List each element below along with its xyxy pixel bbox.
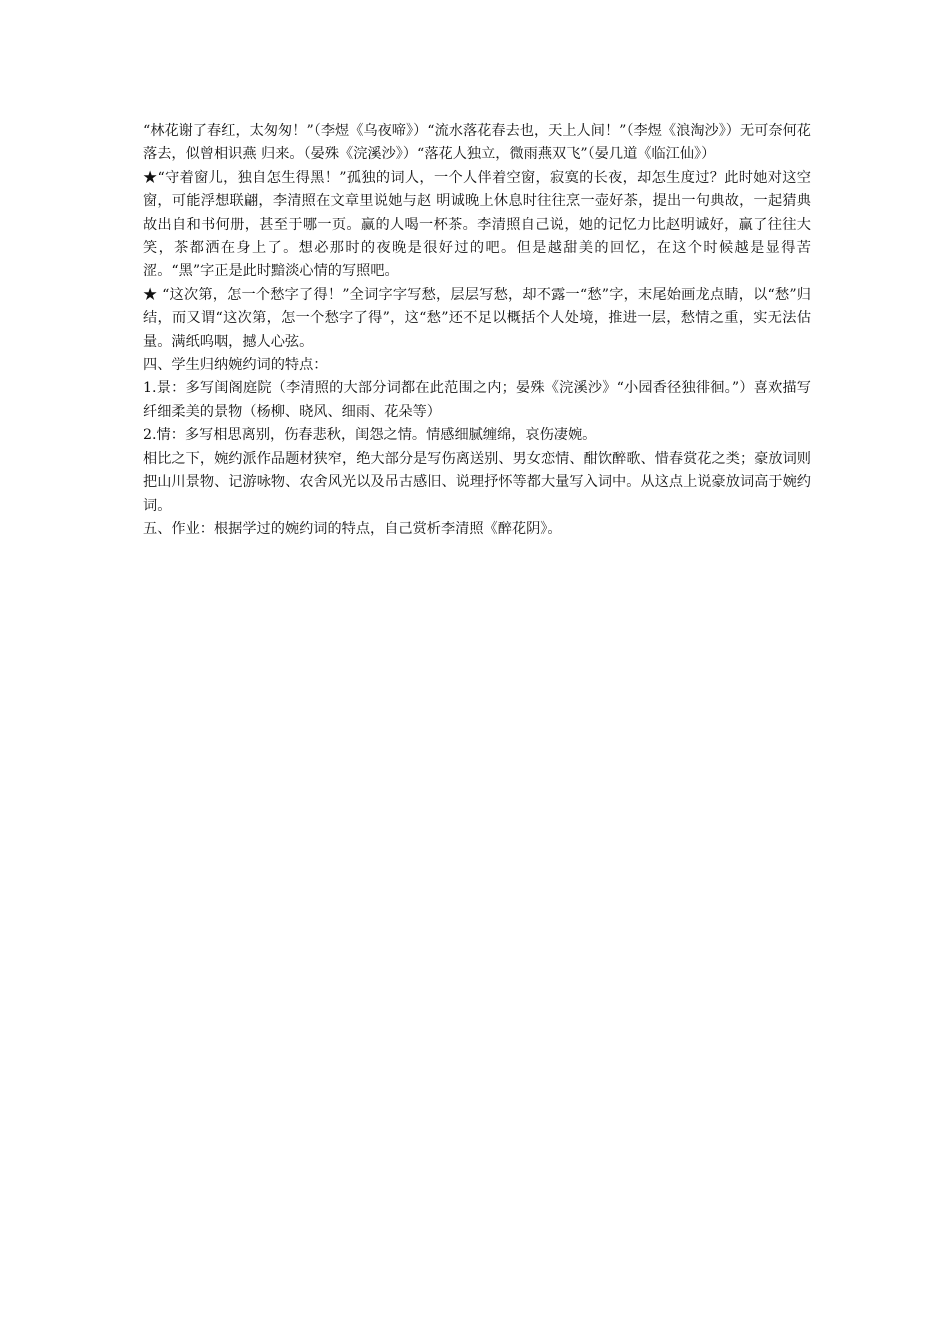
paragraph-comparison: 相比之下，婉约派作品题材狭窄，绝大部分是写伤离送别、男女恋情、酣饮醉歌、惜春赏花之类；豪放词则把山川景物、记游咏物、农舍风光以及吊古感旧、说理抒怀等都大量写入词中。从这点上说豪放词高于婉约词。 [143, 450, 811, 514]
paragraph-sorrow-analysis: ★ “这次第，怎一个愁字了得！”全词字字写愁，层层写愁，却不露一“愁”字，末尾始画龙点睛，以“愁”归结，而又谓“这次第，怎一个愁字了得”，这“愁”还不足以概括个人处境，推进一层，愁情之重，实无法估量。满纸呜咽，撼人心弦。 [143, 286, 812, 350]
section-heading-summary: 四、学生归纳婉约词的特点： [143, 357, 328, 374]
list-item-emotion: 2.情：多写相思离别，伤春悲秋，闺怨之情。情感细腻缠绵，哀伤凄婉。 [143, 427, 597, 444]
list-item-scenery: 1.景：多写闺阁庭院（李清照的大部分词都在此范围之内；晏殊《浣溪沙》“小园香径独徘徊。”）喜欢描写纤细柔美的景物（杨柳、晓风、细雨、花朵等） [143, 380, 811, 420]
paragraph-window-analysis: ★“守着窗儿，独自怎生得黑！”孤独的词人，一个人伴着空窗，寂寞的长夜，却怎生度过？此时她对这空窗，可能浮想联翩，李清照在文章里说她与赵 明诚晚上休息时往往烹一壶好茶，提出一句典故，一起猜典故出自和书何册，甚至于哪一页。赢的人喝一杯茶。李清照自己说，她的记忆力比赵明诚好，赢了往往大 笑，茶都洒在身上了。想必那时的夜晚是很好过的吧。但是越甜美的回忆，在这个时候越是显得苦涩。“黑”字正是此时黯淡心情的写照吧。 [143, 169, 811, 280]
section-heading-homework: 五、作业：根据学过的婉约词的特点，自己赏析李清照《醉花阴》。 [143, 520, 562, 537]
paragraph-quotes: “林花谢了春红，太匆匆！”（李煜《乌夜啼》）“流水落花春去也，天上人间！”（李煜《浪淘沙》）无可奈何花落去，似曾相识燕 归来。（晏殊《浣溪沙》）“落花人独立，微雨燕双飞”（晏几道《临江仙》） [143, 123, 811, 163]
document-body [143, 120, 811, 541]
